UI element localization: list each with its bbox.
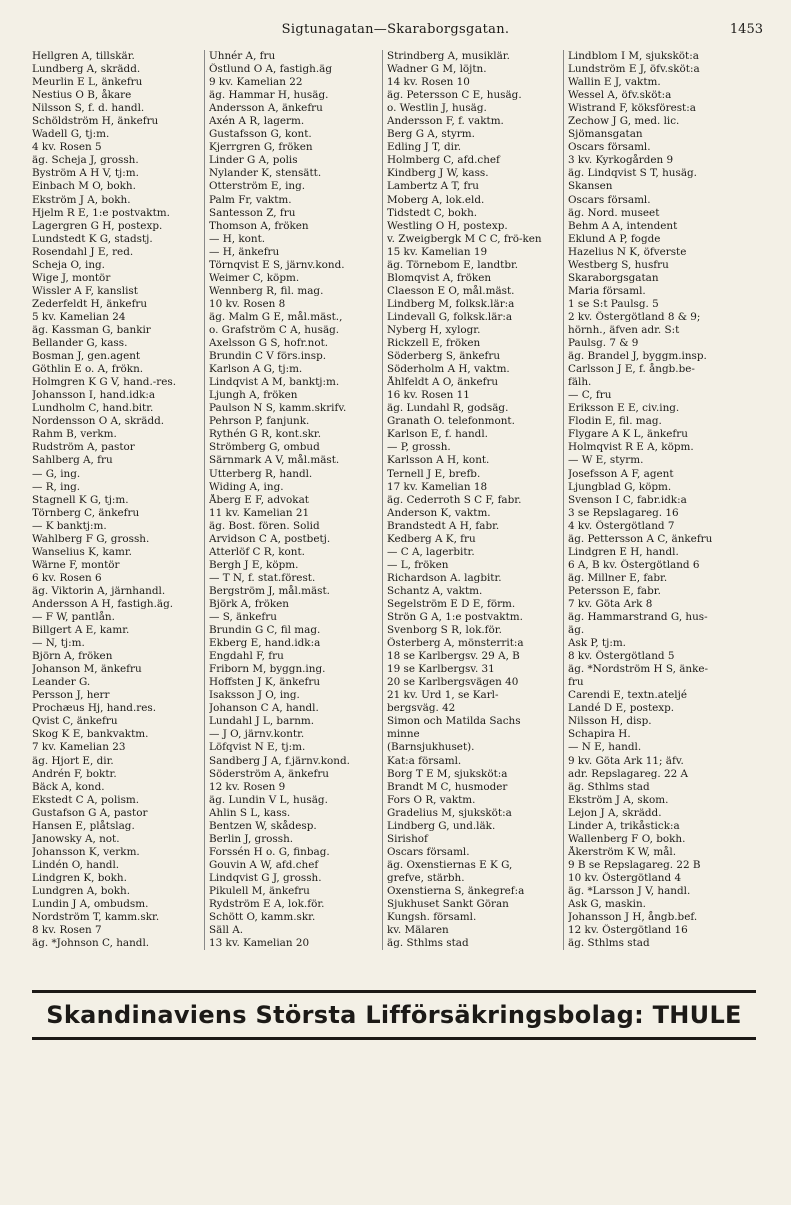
- directory-entry: Rosendahl J E, red.: [32, 245, 134, 258]
- directory-entry: Paulsg. 7 & 9: [568, 337, 639, 350]
- directory-entry: Ahlin S L, kass.: [209, 806, 291, 819]
- directory-entry: Carlsson J E, f. ångb.be-: [568, 363, 695, 376]
- directory-entry: Sahlberg A, fru: [32, 454, 113, 467]
- directory-entry: Brandt M C, husmoder: [387, 780, 508, 793]
- page-title: Sigtunagatan—Skaraborgsgatan.: [281, 22, 510, 37]
- directory-entry: — L, fröken: [387, 558, 449, 571]
- directory-entry: 9 kv. Kamelian 22: [209, 76, 303, 89]
- directory-entry: äg. Oxenstiernas E K G,: [387, 858, 513, 871]
- directory-entry: Rudström A, pastor: [32, 441, 135, 454]
- directory-entry: Billgert A E, kamr.: [32, 624, 130, 637]
- directory-entry: Widing A, ing.: [209, 480, 284, 493]
- directory-entry: Janowsky A, not.: [32, 832, 120, 845]
- directory-entry: Lejon J A, skrädd.: [568, 806, 662, 819]
- directory-entry: Ternell J E, brefb.: [387, 467, 481, 480]
- directory-entry: 9 kv. Göta Ark 11; äfv.: [568, 754, 684, 767]
- directory-entry: Skansen: [568, 180, 613, 193]
- directory-entry: Skog K E, bankvaktm.: [32, 728, 149, 741]
- directory-entry: Nordström T, kamm.skr.: [32, 911, 160, 924]
- directory-entry: 5 kv. Kamelian 24: [32, 310, 126, 323]
- directory-entry: äg. Lindqvist S T, husäg.: [568, 167, 697, 180]
- directory-entry: Berlin J, grossh.: [209, 832, 294, 845]
- directory-entry: Schöldström H, änkefru: [32, 115, 159, 128]
- directory-entry: Ekström J A, bokh.: [32, 193, 131, 206]
- directory-entry: Wessel A, öfv.sköt:a: [568, 89, 672, 102]
- directory-entry: Lundahl J L, barnm.: [209, 715, 315, 728]
- directory-entry: Gustafson G A, pastor: [32, 806, 148, 819]
- directory-entry: Åhlfeldt A O, änkefru: [387, 376, 499, 389]
- directory-entry: Meurlin E L, änkefru: [32, 76, 143, 89]
- directory-entry: — K banktj:m.: [32, 519, 107, 532]
- directory-entry: Paulson N S, kamm.skrifv.: [209, 402, 347, 415]
- directory-entry: Pikulell M, änkefru: [209, 885, 310, 897]
- directory-entry: Johansson I, hand.idk:a: [32, 389, 156, 402]
- directory-entry: 1 se S:t Paulsg. 5: [568, 297, 659, 310]
- directory-entry: Ekberg E, hand.idk:a: [209, 637, 321, 650]
- directory-entry: Brandstedt A H, fabr.: [387, 519, 500, 532]
- directory-entry: Flodin E, fil. mag.: [568, 415, 662, 428]
- directory-entry: 12 kv. Östergötland 16: [568, 924, 688, 937]
- directory-entry: äg. Lundahl R, godsäg.: [387, 402, 509, 415]
- directory-entry: 13 kv. Kamelian 20: [209, 937, 310, 950]
- directory-entry: äg. *Larsson J V, handl.: [568, 885, 691, 897]
- directory-entry: Utterberg R, handl.: [209, 467, 313, 480]
- directory-entry: Otterström E, ing.: [209, 180, 306, 193]
- directory-entry: Kjerrgren G, fröken: [209, 141, 313, 154]
- directory-entry: Törnberg C, änkefru: [32, 506, 140, 519]
- directory-entry: Santesson Z, fru: [209, 206, 296, 219]
- directory-entry: Gouvin A W, afd.chef: [209, 858, 319, 871]
- directory-entry: Stagnell K G, tj:m.: [32, 493, 129, 506]
- directory-entry: äg. Millner E, fabr.: [568, 571, 668, 584]
- directory-entry: Wistrand F, köksförest:a: [568, 102, 696, 115]
- directory-entry: Kungsh. församl.: [387, 911, 477, 924]
- directory-entry: Säll A.: [209, 924, 244, 937]
- directory-entry: Hansen E, plåtslag.: [32, 819, 135, 832]
- directory-entry: Söderström A, änkefru: [209, 767, 329, 780]
- directory-columns: [32, 50, 782, 950]
- directory-entry: äg. Kassman G, bankir: [32, 323, 151, 336]
- directory-entry: 4 kv. Östergötland 7: [568, 519, 675, 532]
- directory-entry: Andrén F, boktr.: [32, 767, 117, 780]
- directory-entry: Sirishof: [387, 832, 428, 845]
- directory-entry: Ljungh A, fröken: [209, 389, 298, 402]
- directory-entry: — N, tj:m.: [32, 637, 85, 650]
- directory-entry: Weimer C, köpm.: [209, 271, 300, 284]
- directory-entry: Lindgren K, bokh.: [32, 871, 127, 884]
- directory-entry: 6 A, B kv. Östergötland 6: [568, 558, 700, 571]
- directory-entry: Atterlöf C R, kont.: [209, 545, 305, 558]
- directory-entry: Einbach M O, bokh.: [32, 180, 136, 193]
- directory-entry: Fors O R, vaktm.: [387, 793, 476, 806]
- directory-entry: Wadner G M, löjtn.: [387, 63, 487, 76]
- directory-entry: Axén A R, lagerm.: [209, 115, 305, 128]
- directory-entry: Wadell G, tj:m.: [32, 128, 110, 141]
- directory-entry: — W E, styrm.: [568, 454, 644, 467]
- directory-entry: Flygare A K L, änkefru: [568, 428, 688, 441]
- directory-entry: o. Grafström C A, husäg.: [209, 323, 340, 336]
- directory-entry: Rahm B, verkm.: [32, 428, 117, 441]
- directory-entry: Nilsson S, f. d. handl.: [32, 102, 145, 115]
- directory-entry: Andersson A, änkefru: [209, 102, 323, 115]
- directory-entry: äg. Lundin V L, husäg.: [209, 793, 328, 806]
- directory-entry: Göthlin E o. A, frökn.: [32, 363, 144, 376]
- directory-entry: Åkerström K W, mål.: [568, 845, 677, 858]
- directory-entry: Westberg S, husfru: [568, 258, 669, 271]
- directory-entry: (Barnsjukhuset).: [387, 741, 475, 754]
- directory-entry: Lundgren A, bokh.: [32, 885, 131, 897]
- directory-entry: Nilsson H, disp.: [568, 715, 652, 728]
- directory-entry: Oscars församl.: [387, 845, 470, 858]
- directory-entry: Granath O. telefonmont.: [387, 415, 515, 428]
- directory-entry: Andersson A H, fastigh.äg.: [32, 597, 174, 610]
- directory-entry: — P, grossh.: [387, 441, 451, 454]
- directory-entry: Zechow J G, med. lic.: [568, 115, 680, 128]
- directory-entry: Johanson M, änkefru: [32, 663, 142, 676]
- directory-entry: Josefsson A F, agent: [568, 467, 674, 480]
- directory-entry: Simon och Matilda Sachs: [387, 715, 521, 728]
- directory-entry: grefve, stärbh.: [387, 871, 465, 884]
- directory-entry: Pehrson P, fanjunk.: [209, 415, 310, 428]
- directory-entry: Johansson K, verkm.: [32, 845, 140, 858]
- directory-entry: äg. Cederroth S C F, fabr.: [387, 493, 522, 506]
- directory-entry: Linder A, trikåstick:a: [568, 819, 680, 832]
- directory-entry: Karlson A G, tj:m.: [209, 363, 303, 376]
- directory-entry: Rythén G R, kont.skr.: [209, 428, 322, 441]
- directory-entry: Johanson C A, handl.: [209, 702, 319, 715]
- directory-entry: — H, kont.: [209, 232, 266, 245]
- directory-entry: Hjelm R E, 1:e postvaktm.: [32, 206, 170, 219]
- directory-entry: kv. Mälaren: [387, 924, 449, 937]
- directory-entry: Gradelius M, sjuksköt:a: [387, 806, 512, 819]
- directory-entry: Persson J, herr: [32, 689, 110, 702]
- directory-entry: Nordensson O A, skrädd.: [32, 415, 165, 428]
- directory-entry: Wahlberg F G, grossh.: [32, 532, 150, 545]
- directory-entry: Qvist C, änkefru: [32, 715, 118, 728]
- directory-entry: Hoffsten J K, änkefru: [209, 676, 321, 689]
- directory-entry: Kat:a församl.: [387, 754, 462, 767]
- directory-entry: Palm Fr, vaktm.: [209, 193, 292, 206]
- directory-entry: Arvidson C A, postbetj.: [209, 532, 331, 545]
- directory-entry: Forssén H o. G, finbag.: [209, 845, 330, 858]
- directory-entry: äg. Törnebom E, landtbr.: [387, 258, 519, 271]
- directory-entry: äg. Scheja J, grossh.: [32, 154, 139, 167]
- page-number: 1453: [729, 22, 763, 37]
- directory-entry: Lindevall G, folksk.lär:a: [387, 310, 513, 323]
- directory-entry: 4 kv. Rosen 5: [32, 141, 102, 154]
- directory-entry: Uhnér A, fru: [209, 50, 276, 62]
- directory-entry: Scheja O, ing.: [32, 258, 105, 271]
- directory-entry: Moberg A, lok.eld.: [387, 193, 485, 206]
- directory-entry: Strömberg G, ombud: [209, 441, 320, 454]
- directory-entry: Schantz A, vaktm.: [387, 584, 483, 597]
- directory-entry: Richardson A. lagbitr.: [387, 571, 502, 584]
- directory-entry: 3 kv. Kyrkogården 9: [568, 154, 674, 167]
- directory-entry: Svenborg S R, lok.för.: [387, 624, 502, 637]
- directory-entry: — C, fru: [568, 389, 612, 402]
- column-2: [204, 50, 381, 950]
- directory-entry: o. Westlin J, husäg.: [387, 102, 487, 115]
- directory-entry: Karlson E, f. handl.: [387, 428, 488, 441]
- directory-entry: 18 se Karlbergsv. 29 A, B: [387, 650, 520, 663]
- directory-entry: 16 kv. Rosen 11: [387, 389, 470, 402]
- directory-entry: Zederfeldt H, änkefru: [32, 297, 148, 310]
- directory-entry: äg. Pettersson A C, änkefru: [568, 532, 713, 545]
- directory-entry: 19 se Karlbergsv. 31: [387, 663, 495, 676]
- directory-entry: Wallenberg F O, bokh.: [568, 832, 686, 845]
- directory-entry: Wige J, montör: [32, 271, 111, 284]
- directory-entry: Oscars församl.: [568, 141, 651, 154]
- directory-entry: Axelsson G S, hofr.not.: [209, 337, 329, 350]
- directory-entry: 21 kv. Urd 1, se Karl-: [387, 689, 499, 702]
- directory-entry: 17 kv. Kamelian 18: [387, 480, 488, 493]
- directory-entry: Behm A A, intendent: [568, 219, 678, 232]
- directory-entry: Holmqvist R E A, köpm.: [568, 441, 694, 454]
- directory-entry: Johansson J H, ångb.bef.: [568, 911, 698, 924]
- directory-entry: 2 kv. Östergötland 8 & 9;: [568, 310, 701, 323]
- directory-entry: Andersson F, f. vaktm.: [387, 115, 504, 128]
- directory-entry: Friborn M, byggn.ing.: [209, 663, 326, 676]
- directory-entry: Skaraborgsgatan: [568, 271, 659, 284]
- directory-entry: Maria församl.: [568, 284, 646, 297]
- directory-entry: äg. Nord. museet: [568, 206, 660, 219]
- directory-entry: 12 kv. Rosen 9: [209, 780, 286, 793]
- directory-entry: bergsväg. 42: [387, 702, 456, 715]
- directory-entry: äg. *Nordström H S, änke-: [568, 663, 709, 676]
- directory-entry: v. Zweigbergk M C C, frö-ken: [387, 232, 542, 245]
- directory-entry: Ekström J A, skom.: [568, 793, 669, 806]
- directory-entry: Lundström E J, öfv.sköt:a: [568, 63, 700, 76]
- directory-entry: Byström A H V, tj:m.: [32, 167, 139, 180]
- directory-entry: Brundin C V förs.insp.: [209, 350, 327, 363]
- directory-entry: Karlsson A H, kont.: [387, 454, 490, 467]
- directory-entry: Oscars församl.: [568, 193, 651, 206]
- directory-entry: äg. Sthlms stad: [568, 937, 650, 950]
- directory-entry: Lagergren G H, postexp.: [32, 219, 163, 232]
- directory-entry: Österberg A, mönsterrit:a: [387, 637, 524, 650]
- directory-entry: Lindqvist G J, grossh.: [209, 871, 322, 884]
- directory-entry: Brundin G C, fil mag.: [209, 624, 321, 637]
- directory-entry: Gustafsson G, kont.: [209, 128, 312, 141]
- directory-entry: Särnmark A V, mål.mäst.: [209, 454, 340, 467]
- directory-entry: — F W, pantlån.: [32, 611, 115, 624]
- directory-entry: Prochæus Hj, hand.res.: [32, 702, 156, 715]
- directory-entry: Oxenstierna S, änkegref:a: [387, 885, 525, 897]
- directory-entry: Nylander K, stensätt.: [209, 167, 322, 180]
- directory-entry: 20 se Karlbergsvägen 40: [387, 676, 519, 689]
- directory-entry: Holmgren K G V, hand.-res.: [32, 376, 177, 389]
- directory-entry: Holmberg C, afd.chef: [387, 154, 500, 167]
- directory-entry: Landé D E, postexp.: [568, 702, 675, 715]
- directory-entry: Söderberg S, änkefru: [387, 350, 501, 363]
- directory-entry: Björn A, fröken: [32, 650, 113, 663]
- directory-entry: Bellander G, kass.: [32, 337, 128, 350]
- directory-entry: äg. Hjort E, dir.: [32, 754, 114, 767]
- directory-entry: Blomqvist A, fröken: [387, 271, 492, 284]
- directory-entry: Bergström J, mål.mäst.: [209, 584, 330, 597]
- directory-entry: 7 kv. Göta Ark 8: [568, 597, 653, 610]
- directory-entry: Petersson E, fabr.: [568, 584, 661, 597]
- directory-entry: Kindberg J W, kass.: [387, 167, 489, 180]
- directory-entry: Berg G A, styrm.: [387, 128, 475, 141]
- directory-entry: Lindgren E H, handl.: [568, 545, 679, 558]
- directory-entry: Wissler A F, kanslist: [32, 284, 138, 297]
- directory-entry: Rydström E A, lok.för.: [209, 898, 325, 911]
- directory-entry: Wennberg R, fil. mag.: [209, 284, 324, 297]
- directory-entry: 15 kv. Kamelian 19: [387, 245, 488, 258]
- directory-entry: äg. Brandel J, byggm.insp.: [568, 350, 707, 363]
- directory-entry: — H, änkefru: [209, 245, 280, 258]
- directory-entry: Söderholm A H, vaktm.: [387, 363, 510, 376]
- directory-entry: Rickzell E, fröken: [387, 337, 481, 350]
- directory-entry: Borg T E M, sjuksköt:a: [387, 767, 508, 780]
- directory-entry: Linder G A, polis: [209, 154, 298, 167]
- directory-entry: fälh.: [568, 376, 592, 389]
- directory-entry: Ask G, maskin.: [568, 898, 646, 911]
- directory-entry: äg.: [568, 624, 585, 637]
- directory-entry: Lambertz A T, fru: [387, 180, 479, 193]
- directory-entry: — R, ing.: [32, 480, 81, 493]
- advertisement-banner: Skandinaviens Största Lifförsäkringsbolag: THULE: [32, 990, 756, 1040]
- directory-entry: — G, ing.: [32, 467, 81, 480]
- directory-entry: äg. *Johnson C, handl.: [32, 937, 150, 950]
- directory-entry: Wanselius K, kamr.: [32, 545, 132, 558]
- directory-entry: Carendi E, textn.ateljé: [568, 689, 687, 702]
- directory-entry: 11 kv. Kamelian 21: [209, 506, 310, 519]
- directory-entry: 14 kv. Rosen 10: [387, 76, 470, 89]
- directory-entry: Svenson I C, fabr.idk:a: [568, 493, 687, 506]
- directory-entry: Lundstedt K G, stadstj.: [32, 232, 153, 245]
- directory-entry: äg. Hammar H, husäg.: [209, 89, 329, 102]
- directory-entry: Segelström E D E, förm.: [387, 597, 516, 610]
- directory-entry: Lindblom I M, sjuksköt:a: [568, 50, 699, 62]
- directory-entry: Lindqvist A M, banktj:m.: [209, 376, 340, 389]
- directory-entry: Eklund A P, fogde: [568, 232, 661, 245]
- directory-entry: Tidstedt C, bokh.: [387, 206, 478, 219]
- directory-entry: Eriksson E E, civ.ing.: [568, 402, 680, 415]
- directory-entry: Bergh J E, köpm.: [209, 558, 299, 571]
- directory-entry: Lindberg M, folksk.lär:a: [387, 297, 515, 310]
- directory-entry: Hazelius N K, öfverste: [568, 245, 687, 258]
- directory-entry: äg. Viktorin A, järnhandl.: [32, 584, 166, 597]
- directory-entry: Östlund O A, fastigh.äg: [209, 63, 332, 76]
- directory-entry: Ekstedt C A, polism.: [32, 793, 140, 806]
- directory-entry: Thomson A, fröken: [209, 219, 309, 232]
- directory-entry: fru: [568, 676, 584, 689]
- directory-entry: Leander G.: [32, 676, 91, 689]
- directory-entry: minne: [387, 728, 420, 741]
- directory-entry: Nestius O B, åkare: [32, 89, 132, 102]
- directory-entry: — J O, järnv.kontr.: [209, 728, 305, 741]
- directory-entry: — T N, f. stat.förest.: [209, 571, 316, 584]
- directory-entry: Bentzen W, skådesp.: [209, 819, 317, 832]
- directory-entry: Ask P, tj:m.: [568, 637, 626, 650]
- directory-entry: äg. Petersson C E, husäg.: [387, 89, 522, 102]
- directory-entry: hörnh., äfven adr. S:t: [568, 323, 680, 336]
- directory-entry: 8 kv. Östergötland 5: [568, 650, 675, 663]
- directory-entry: Björk A, fröken: [209, 597, 289, 610]
- directory-entry: Wärne F, montör: [32, 558, 120, 571]
- column-3: [382, 50, 562, 950]
- column-4: [563, 50, 783, 950]
- directory-entry: Anderson K, vaktm.: [387, 506, 491, 519]
- directory-entry: Lundin J A, ombudsm.: [32, 898, 149, 911]
- directory-entry: äg. Sthlms stad: [568, 780, 650, 793]
- directory-entry: Edling J T, dir.: [387, 141, 462, 154]
- directory-entry: 7 kv. Kamelian 23: [32, 741, 126, 754]
- directory-entry: Lindberg G, und.läk.: [387, 819, 496, 832]
- directory-entry: Törnqvist E S, järnv.kond.: [209, 258, 345, 271]
- directory-entry: — N E, handl.: [568, 741, 642, 754]
- directory-entry: äg. Bost. fören. Solid: [209, 519, 320, 532]
- directory-entry: 9 B se Repslagareg. 22 B: [568, 858, 701, 871]
- directory-entry: Sandberg J A, f.järnv.kond.: [209, 754, 350, 767]
- directory-entry: Nyberg H, xylogr.: [387, 323, 481, 336]
- directory-entry: Schapira H.: [568, 728, 631, 741]
- directory-entry: 10 kv. Östergötland 4: [568, 871, 682, 884]
- directory-entry: Wallin E J, vaktm.: [568, 76, 661, 89]
- directory-entry: Lindén O, handl.: [32, 858, 120, 871]
- directory-entry: äg. Sthlms stad: [387, 937, 469, 950]
- directory-entry: 8 kv. Rosen 7: [32, 924, 102, 937]
- directory-entry: 6 kv. Rosen 6: [32, 571, 102, 584]
- directory-entry: Claesson E O, mål.mäst.: [387, 284, 515, 297]
- directory-entry: Kedberg A K, fru: [387, 532, 476, 545]
- directory-entry: Sjukhuset Sankt Göran: [387, 898, 509, 911]
- directory-entry: äg. Hammarstrand G, hus-: [568, 611, 708, 624]
- directory-entry: adr. Repslagareg. 22 A: [568, 767, 688, 780]
- directory-entry: Engdahl F, fru: [209, 650, 284, 663]
- directory-entry: 3 se Repslagareg. 16: [568, 506, 679, 519]
- directory-entry: Strön G A, 1:e postvaktm.: [387, 611, 523, 624]
- directory-entry: Hellgren A, tillskär.: [32, 50, 135, 62]
- page-header: [0, 22, 791, 42]
- directory-entry: Isaksson J O, ing.: [209, 689, 300, 702]
- directory-entry: Bosman J, gen.agent: [32, 350, 141, 363]
- column-1: [32, 50, 198, 950]
- directory-entry: Lundberg A, skrädd.: [32, 63, 141, 76]
- directory-entry: 10 kv. Rosen 8: [209, 297, 286, 310]
- directory-entry: Westling O H, postexp.: [387, 219, 508, 232]
- directory-entry: Bäck A, kond.: [32, 780, 105, 793]
- directory-entry: Lundholm C, hand.bitr.: [32, 402, 154, 415]
- directory-entry: — S, änkefru: [209, 611, 277, 624]
- directory-entry: Ljungblad G, köpm.: [568, 480, 672, 493]
- directory-entry: Strindberg A, musiklär.: [387, 50, 510, 62]
- directory-entry: Schött O, kamm.skr.: [209, 911, 316, 924]
- directory-entry: Åberg E F, advokat: [209, 493, 309, 506]
- directory-entry: Sjömansgatan: [568, 128, 643, 141]
- directory-entry: äg. Malm G E, mål.mäst.,: [209, 310, 343, 323]
- directory-entry: — C A, lagerbitr.: [387, 545, 475, 558]
- directory-entry: Löfqvist N E, tj:m.: [209, 741, 306, 754]
